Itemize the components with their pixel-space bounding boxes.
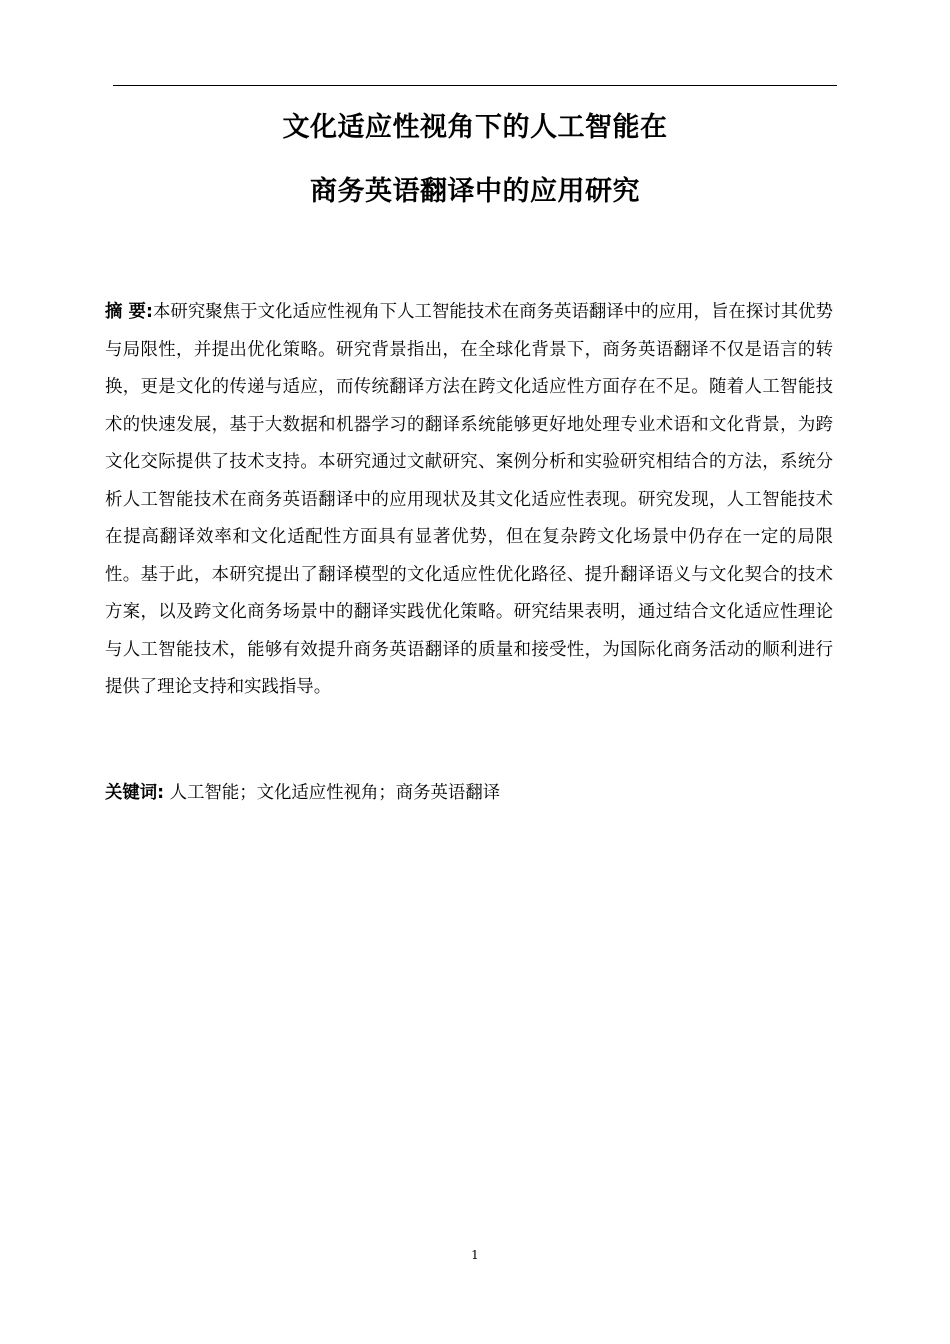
keywords-paragraph [105, 775, 833, 811]
keywords-label: 关键词: [105, 783, 165, 803]
page-number: 1 [471, 1248, 479, 1262]
abstract-label: 摘 要: [105, 302, 153, 322]
keywords-text: 人工智能；文化适应性视角；商务英语翻译 [169, 783, 501, 803]
document-title-line-1: 文化适应性视角下的人工智能在 [282, 112, 668, 143]
abstract-text: 本研究聚焦于文化适应性视角下人工智能技术在商务英语翻译中的应用，旨在探讨其优势与局限性，并提出优化策略。研究背景指出，在全球化背景下，商务英语翻译不仅是语言的转换，更是文化的传递与适应，而传统翻译方法在跨文化适应性方面存在不足。随着人工智能技术的快速发展，基于大数据和机器学习的翻译系统能够更好地处理专业术语和文化背景，为跨文化交际提供了技术支持。本研究通过文献研究、案例分析和实验研究相结合的方法，系统分析人工智能技术在商务英语翻译中的应用现状及其文化适应性表现。研究发现，人工智能技术在提高翻译效率和文化适配性方面具有显著优势，但在复杂跨文化场景中仍存在一定的局限性。基于此，本研究提出了翻译模型的文化适应性优化路径、提升翻译语义与文化契合的技术方案，以及跨文化商务场景中的翻译实践优化策略。研究结果表明，通过结合文化适应性理论与人工智能技术，能够有效提升商务英语翻译的质量和接受性，为国际化商务活动的顺利进行提供了理论支持和实践指导。 [105, 302, 833, 697]
header-rule [113, 85, 837, 86]
abstract-paragraph [105, 294, 833, 707]
document-title-line-2: 商务英语翻译中的应用研究 [310, 176, 640, 207]
